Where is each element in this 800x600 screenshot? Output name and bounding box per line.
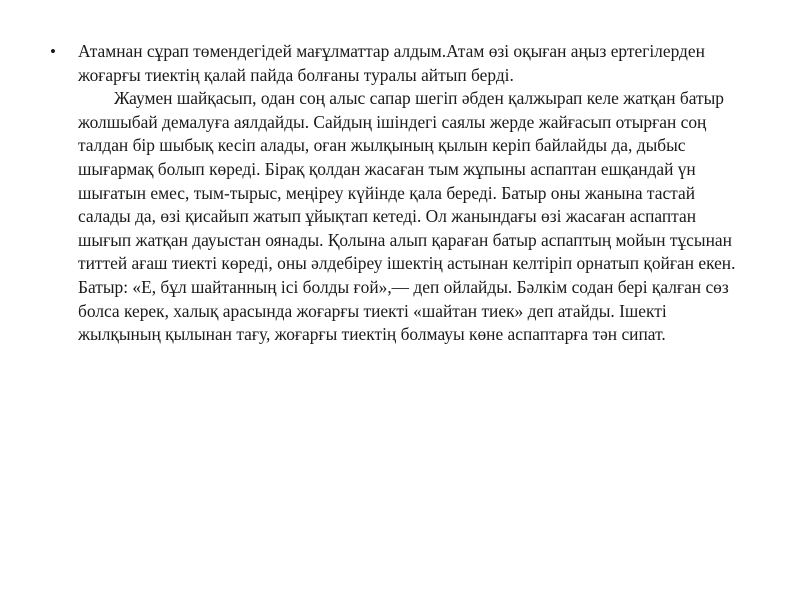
intro-paragraph: Атамнан сұрап төмендегідей мағұлматтар алдым.Атам өзі оқыған аңыз ертегілерден жоғарғы тиектің қалай пайда болғаны туралы айтып берді. bbox=[78, 41, 705, 85]
bullet-text bbox=[78, 40, 750, 347]
slide-content bbox=[50, 40, 750, 347]
bullet-icon: • bbox=[50, 42, 56, 61]
bullet-item bbox=[50, 40, 750, 347]
story-paragraph: Жаумен шайқасып, одан соң алыс сапар шегіп әбден қалжырап келе жатқан батыр жолшыбай демалуға аялдайды. Сайдың ішіндегі саялы жерде жайғасып отырған соң талдан бір шыбық кесіп алады, оған жылқының қылын керіп байлайды да, дыбыс шығармақ болып көреді. Бірақ қолдан жасаған тым жұпыны аспаптан ешқандай үн шығатын емес, тым-тырыс, меңіреу күйінде қала береді. Батыр оны жанына тастай салады да, өзі қисайып жатып ұйықтап кетеді. Ол жанындағы өзі жасаған аспаптан шығып жатқан дауыстан оянады. Қолына алып қараған батыр аспаптың мойын тұсынан титтей ағаш тиекті көреді, оны әлдебіреу ішектің астынан келтіріп орнатып қойған екен. Батыр: «Е, бұл шайтанның ісі болды ғой»,— деп ойлайды. Бәлкім содан бері қалған сөз болса керек, халық арасында жоғарғы тиекті «шайтан тиек» деп атайды. Ішекті жылқының қылынан тағу, жоғарғы тиектің болмауы көне аспаптарға тән сипат. bbox=[78, 88, 736, 345]
